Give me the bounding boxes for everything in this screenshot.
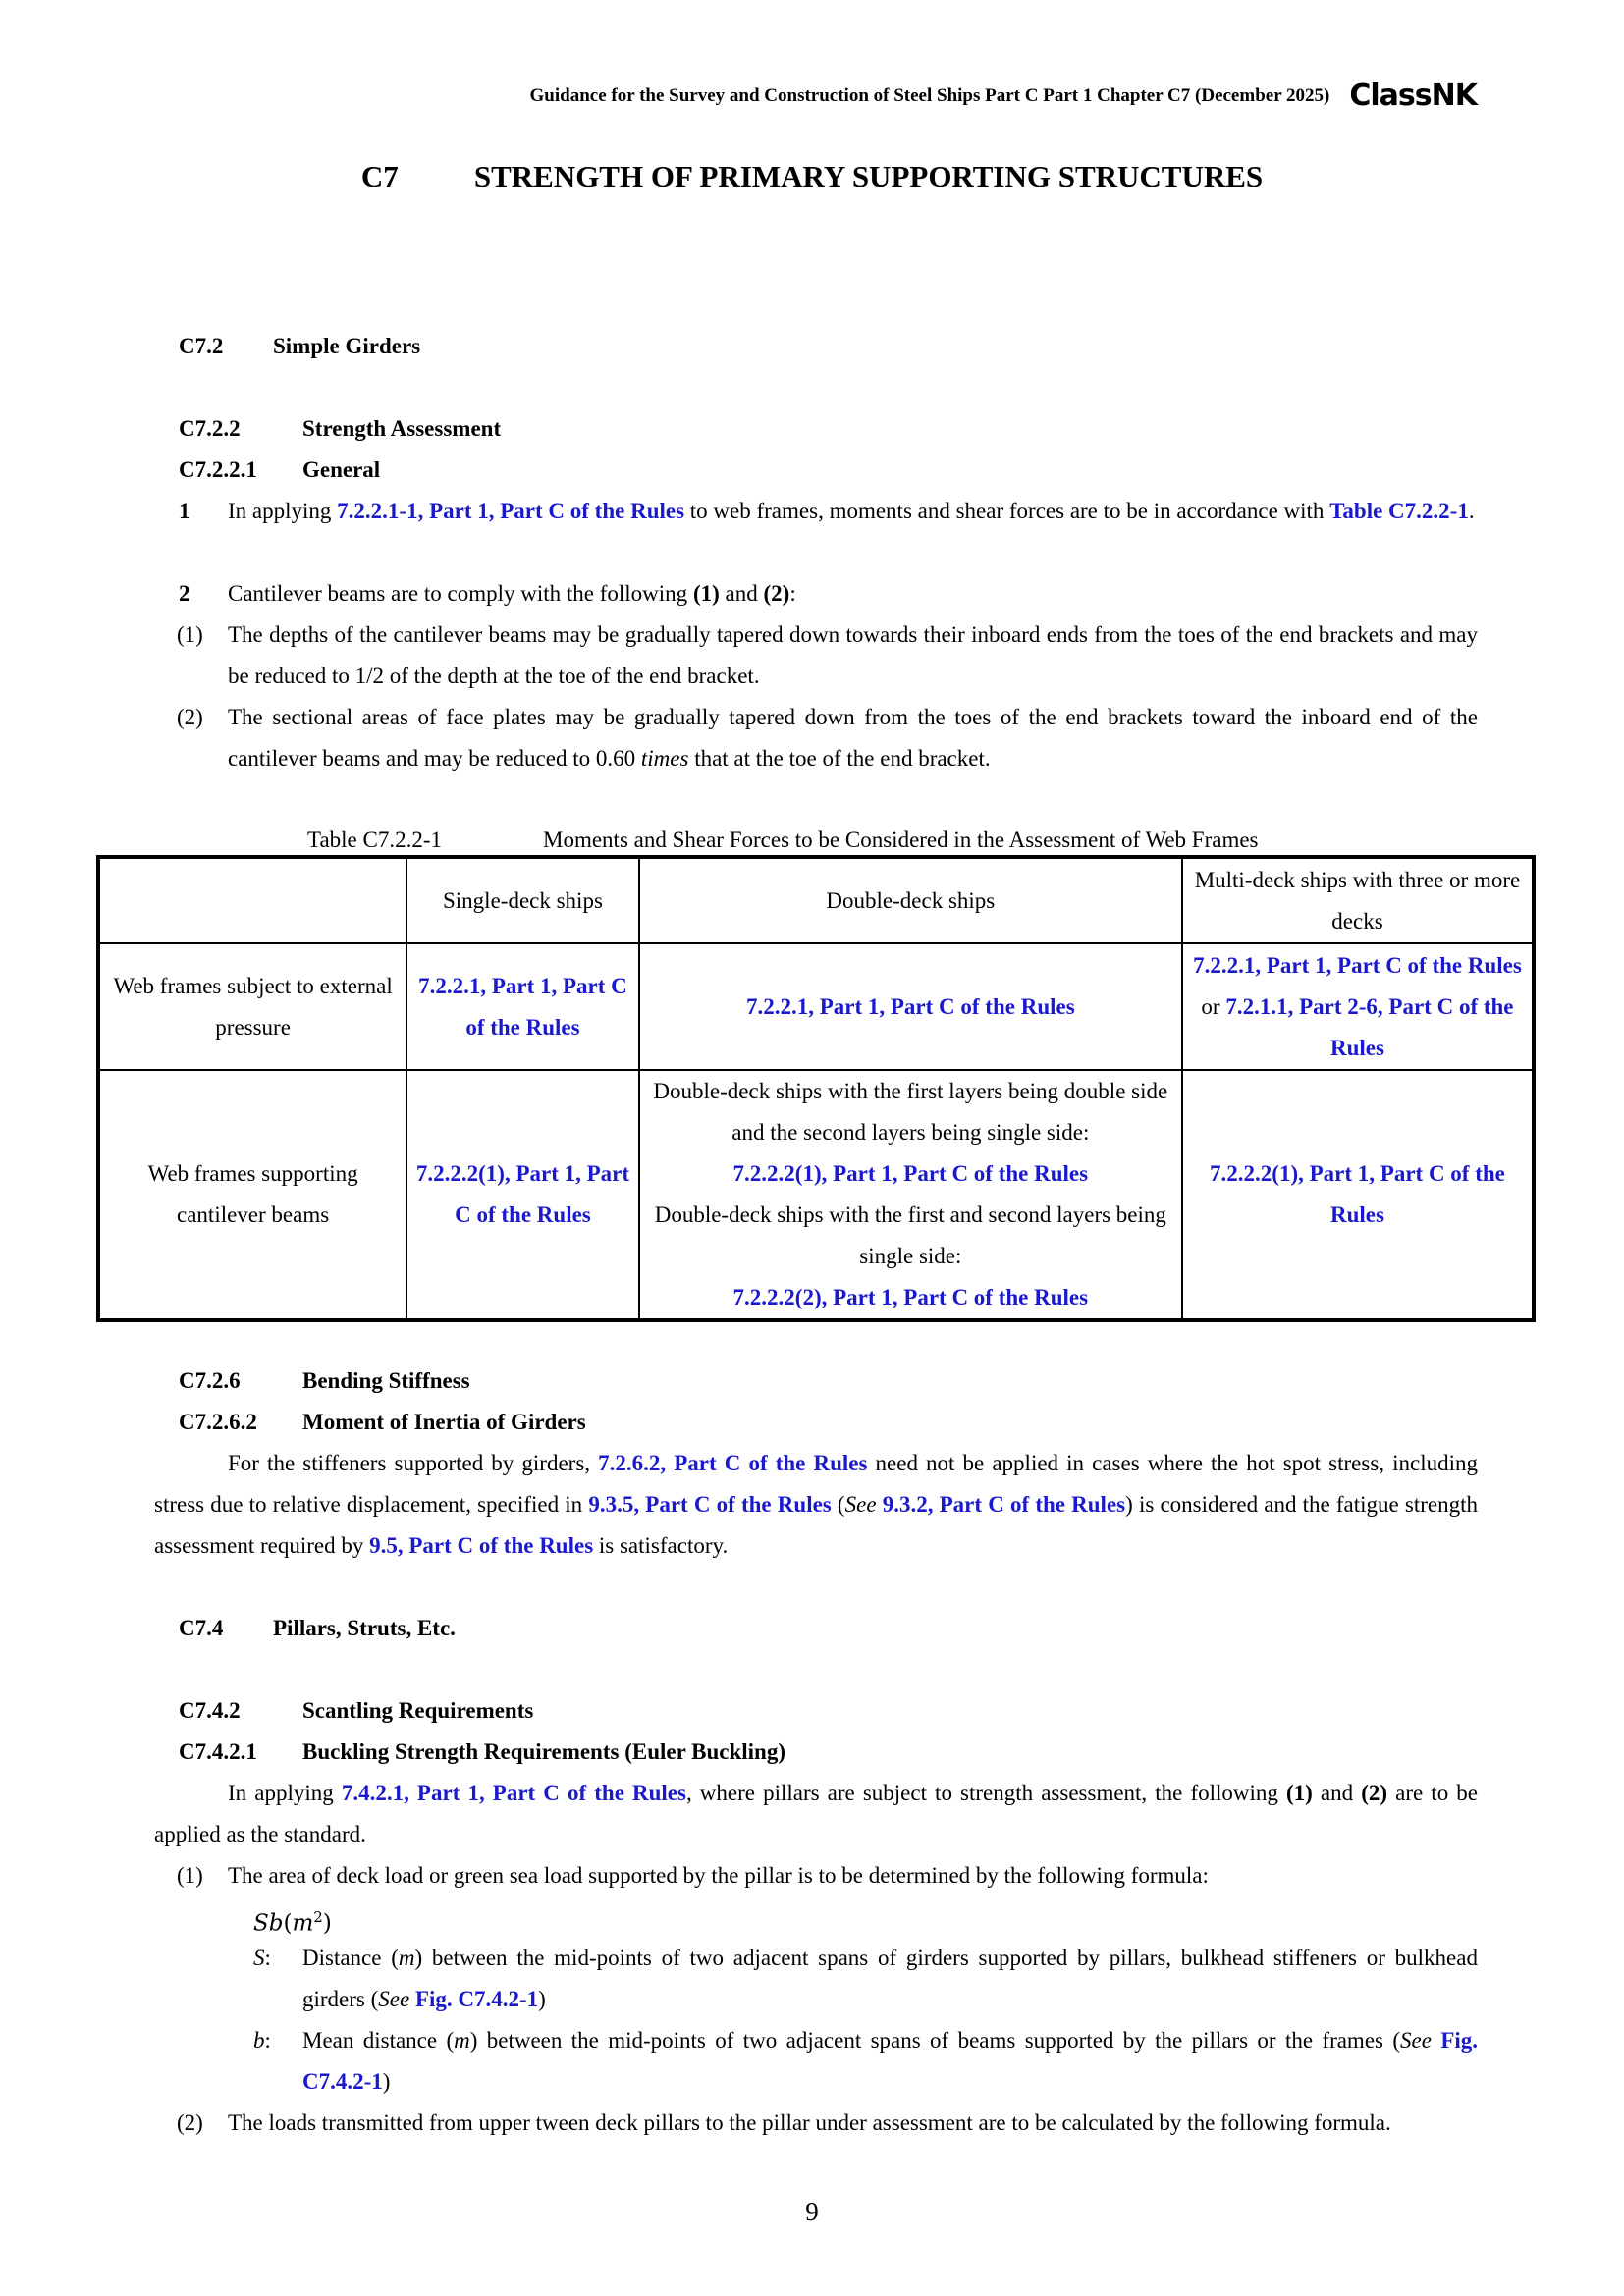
unit: m bbox=[398, 1946, 415, 1970]
symbol-letter: b bbox=[253, 2028, 265, 2053]
paragraph-1 bbox=[154, 491, 1478, 532]
heading-c7-2 bbox=[179, 334, 420, 359]
text-italic: times bbox=[640, 746, 689, 771]
rule-link[interactable]: 7.2.1.1, Part 2-6, Part C of the Rules bbox=[1225, 993, 1514, 1060]
text: Mean distance ( bbox=[302, 2028, 455, 2053]
table-row bbox=[98, 1070, 1534, 1320]
heading-c7-2-2 bbox=[179, 416, 501, 442]
item-text: The area of deck load or green sea load supported by the pillar is to be determined by the following formula: bbox=[228, 1863, 1209, 1888]
paragraph-number: 2 bbox=[179, 581, 190, 606]
text: For the stiffeners supported by girders, bbox=[228, 1451, 599, 1475]
item-text: The loads transmitted from upper tween deck pillars to the pillar under assessment are to be calculated by the following formula. bbox=[228, 2110, 1391, 2135]
heading-number: C7.2.6.2 bbox=[179, 1410, 257, 1434]
text: In applying bbox=[228, 1781, 342, 1805]
heading-c7-2-6 bbox=[179, 1368, 470, 1394]
classnk-logo: ClassNK bbox=[1349, 79, 1477, 113]
table-row bbox=[98, 943, 1534, 1070]
heading-c7-4 bbox=[179, 1616, 456, 1641]
page-number: 9 bbox=[805, 2197, 819, 2226]
formula-part: ) bbox=[322, 1910, 332, 1937]
rule-link[interactable]: 9.3.2, Part C of the Rules bbox=[882, 1492, 1126, 1517]
heading-number: C7.2.2 bbox=[179, 416, 241, 441]
table-cell-link[interactable]: 7.2.2.1, Part 1, Part C of the Rules bbox=[406, 943, 639, 1070]
text: or bbox=[1201, 993, 1226, 1019]
table-cell-link[interactable]: 7.2.2.2(1), Part 1, Part C of the Rules bbox=[406, 1070, 639, 1320]
symbol-b-definition bbox=[253, 2020, 1478, 2103]
table-header-single: Single-deck ships bbox=[406, 857, 639, 943]
item-label: (2) bbox=[177, 2110, 203, 2135]
text: ) between the mid-points of two adjacent spans of beams supported by the pillars or the frames ( bbox=[469, 2028, 1401, 2053]
header-text: Guidance for the Survey and Construction of Steel Ships Part C Part 1 Chapter C7 (December 2025) bbox=[529, 84, 1330, 106]
figure-link[interactable]: Fig. C7.4.2-1 bbox=[302, 2028, 1479, 2094]
item-ref: (1) bbox=[1286, 1781, 1313, 1805]
table-caption-text: Moments and Shear Forces to be Considered in the Assessment of Web Frames bbox=[543, 828, 1259, 852]
heading-number: C7.4.2.1 bbox=[179, 1739, 257, 1764]
heading-c7-4-2 bbox=[179, 1698, 533, 1724]
heading-text: Pillars, Struts, Etc. bbox=[273, 1616, 456, 1640]
item-text bbox=[228, 697, 1478, 779]
symbol-text bbox=[302, 2020, 1478, 2103]
item-ref: (1) bbox=[692, 581, 720, 606]
text: Distance ( bbox=[302, 1946, 399, 1970]
heading-number: C7.2.6 bbox=[179, 1368, 241, 1393]
symbol-letter: S bbox=[253, 1946, 265, 1970]
table-header-row bbox=[98, 857, 1534, 943]
text: and bbox=[719, 581, 764, 606]
table-link[interactable]: Table C7.2.2-1 bbox=[1329, 499, 1469, 523]
text: ) bbox=[538, 1987, 546, 2011]
list-item-2-2 bbox=[177, 697, 1478, 779]
row-label: Web frames supporting cantilever beams bbox=[98, 1070, 406, 1320]
list-item-4-2 bbox=[177, 2103, 1478, 2144]
rule-link[interactable]: 9.3.5, Part C of the Rules bbox=[588, 1492, 832, 1517]
rule-link[interactable]: 7.2.2.1-1, Part 1, Part C of the Rules bbox=[337, 499, 685, 523]
text: ) bbox=[382, 2069, 391, 2094]
text: Cantilever beams are to comply with the following bbox=[228, 581, 693, 606]
table-cell bbox=[1182, 943, 1534, 1070]
paragraph-2 bbox=[154, 573, 1478, 614]
table-caption bbox=[307, 828, 1259, 853]
rule-link[interactable]: 9.5, Part C of the Rules bbox=[369, 1533, 594, 1558]
chapter-title-text: STRENGTH OF PRIMARY SUPPORTING STRUCTURES bbox=[473, 159, 1264, 193]
heading-number: C7.2 bbox=[179, 334, 224, 358]
item-label: (1) bbox=[177, 1863, 203, 1888]
table-header-double: Double-deck ships bbox=[639, 857, 1182, 943]
heading-c7-4-2-1 bbox=[179, 1739, 785, 1765]
heading-number: C7.2.2.1 bbox=[179, 457, 257, 482]
formula-part: m bbox=[292, 1910, 314, 1937]
cell-text: Double-deck ships with the first and second layers being single side: bbox=[654, 1202, 1166, 1268]
text: : bbox=[789, 581, 796, 606]
table-header-empty bbox=[98, 857, 406, 943]
item-label: (2) bbox=[177, 705, 203, 729]
text: ) between the mid-points of two adjacent spans of girders supported by pillars, bulkhead stiffeners or bulkhead girders ( bbox=[302, 1946, 1478, 2011]
text: ) is considered and the fatigue strength assessment required by bbox=[154, 1492, 1479, 1558]
heading-number: C7.4.2 bbox=[179, 1698, 241, 1723]
rule-link[interactable]: 7.2.6.2, Part C of the Rules bbox=[598, 1451, 868, 1475]
colon: : bbox=[264, 2028, 271, 2053]
heading-c7-2-2-1 bbox=[179, 457, 380, 483]
heading-text: Simple Girders bbox=[273, 334, 421, 358]
item-label: (1) bbox=[177, 622, 203, 647]
text-italic: See bbox=[1400, 2028, 1432, 2053]
text: is satisfactory. bbox=[593, 1533, 729, 1558]
heading-text: Moment of Inertia of Girders bbox=[302, 1410, 586, 1434]
list-item-4-1 bbox=[177, 1855, 1478, 1896]
page-header bbox=[530, 79, 1477, 113]
heading-text: Scantling Requirements bbox=[302, 1698, 534, 1723]
rule-link[interactable]: 7.2.2.2(2), Part 1, Part C of the Rules bbox=[732, 1285, 1089, 1309]
text: that at the toe of the end bracket. bbox=[688, 746, 991, 771]
unit: m bbox=[454, 2028, 470, 2053]
symbol bbox=[253, 1938, 302, 1979]
row-label: Web frames subject to external pressure bbox=[98, 943, 406, 1070]
item-ref: (2) bbox=[1361, 1781, 1388, 1805]
text: to web frames, moments and shear forces are to be in accordance with bbox=[684, 499, 1330, 523]
heading-c7-2-6-2 bbox=[179, 1410, 586, 1435]
text: and bbox=[1312, 1781, 1362, 1805]
text: In applying bbox=[228, 499, 338, 523]
chapter-title bbox=[0, 159, 1624, 194]
heading-number: C7.4 bbox=[179, 1616, 224, 1640]
paragraph-number: 1 bbox=[179, 499, 190, 523]
heading-text: Bending Stiffness bbox=[302, 1368, 470, 1393]
moments-table bbox=[96, 855, 1536, 1322]
text: . bbox=[1468, 499, 1475, 523]
item-ref: (2) bbox=[763, 581, 790, 606]
table-cell-link[interactable]: 7.2.2.2(1), Part 1, Part C of the Rules bbox=[1182, 1070, 1534, 1320]
table-caption-number: Table C7.2.2-1 bbox=[307, 828, 443, 852]
rule-link[interactable]: 7.2.2.1, Part 1, Part C of the Rules bbox=[1193, 952, 1522, 978]
text: are to be applied as the standard. bbox=[154, 1781, 1478, 1846]
chapter-number: C7 bbox=[360, 159, 399, 193]
formula-part: ( bbox=[283, 1910, 293, 1937]
text: ( bbox=[831, 1492, 845, 1517]
figure-link[interactable]: Fig. C7.4.2-1 bbox=[414, 1987, 539, 2011]
heading-text: Strength Assessment bbox=[302, 416, 502, 441]
text-italic: See bbox=[378, 1987, 410, 2011]
text-italic: See bbox=[844, 1492, 877, 1517]
colon: : bbox=[264, 1946, 271, 1970]
paragraph-3 bbox=[154, 1443, 1478, 1567]
formula-part: Sb bbox=[253, 1910, 284, 1937]
rule-link[interactable]: 7.2.2.2(1), Part 1, Part C of the Rules bbox=[732, 1161, 1089, 1186]
symbol-text bbox=[302, 1938, 1478, 2020]
table-cell-link[interactable]: 7.2.2.1, Part 1, Part C of the Rules bbox=[639, 943, 1182, 1070]
table-cell bbox=[639, 1070, 1182, 1320]
rule-link[interactable]: 7.4.2.1, Part 1, Part C of the Rules bbox=[341, 1781, 686, 1805]
cell-text: Double-deck ships with the first layers being double side and the second layers being single side: bbox=[653, 1079, 1168, 1145]
list-item-2-1 bbox=[177, 614, 1478, 697]
symbol bbox=[253, 2020, 302, 2061]
item-text: The depths of the cantilever beams may be gradually tapered down towards their inboard ends from the toes of the end brackets and may be reduced to 1/2 of the depth at the toe of the end bracket. bbox=[228, 622, 1478, 688]
text: , where pillars are subject to strength assessment, the following bbox=[685, 1781, 1286, 1805]
text: need not be applied in cases where the hot spot stress, including stress due to relative displacement, specified in bbox=[154, 1451, 1479, 1517]
heading-text: General bbox=[302, 457, 381, 482]
text: The sectional areas of face plates may be gradually tapered down from the toes of the end brackets toward the inboard end of the cantilever beams and may be reduced to 0.60 bbox=[228, 705, 1478, 771]
paragraph-4 bbox=[154, 1773, 1478, 1855]
table-header-multi: Multi-deck ships with three or more decks bbox=[1182, 857, 1534, 943]
heading-text: Buckling Strength Requirements (Euler Buckling) bbox=[302, 1739, 786, 1764]
symbol-s-definition bbox=[253, 1938, 1478, 2020]
formula-exponent: 2 bbox=[313, 1908, 323, 1926]
